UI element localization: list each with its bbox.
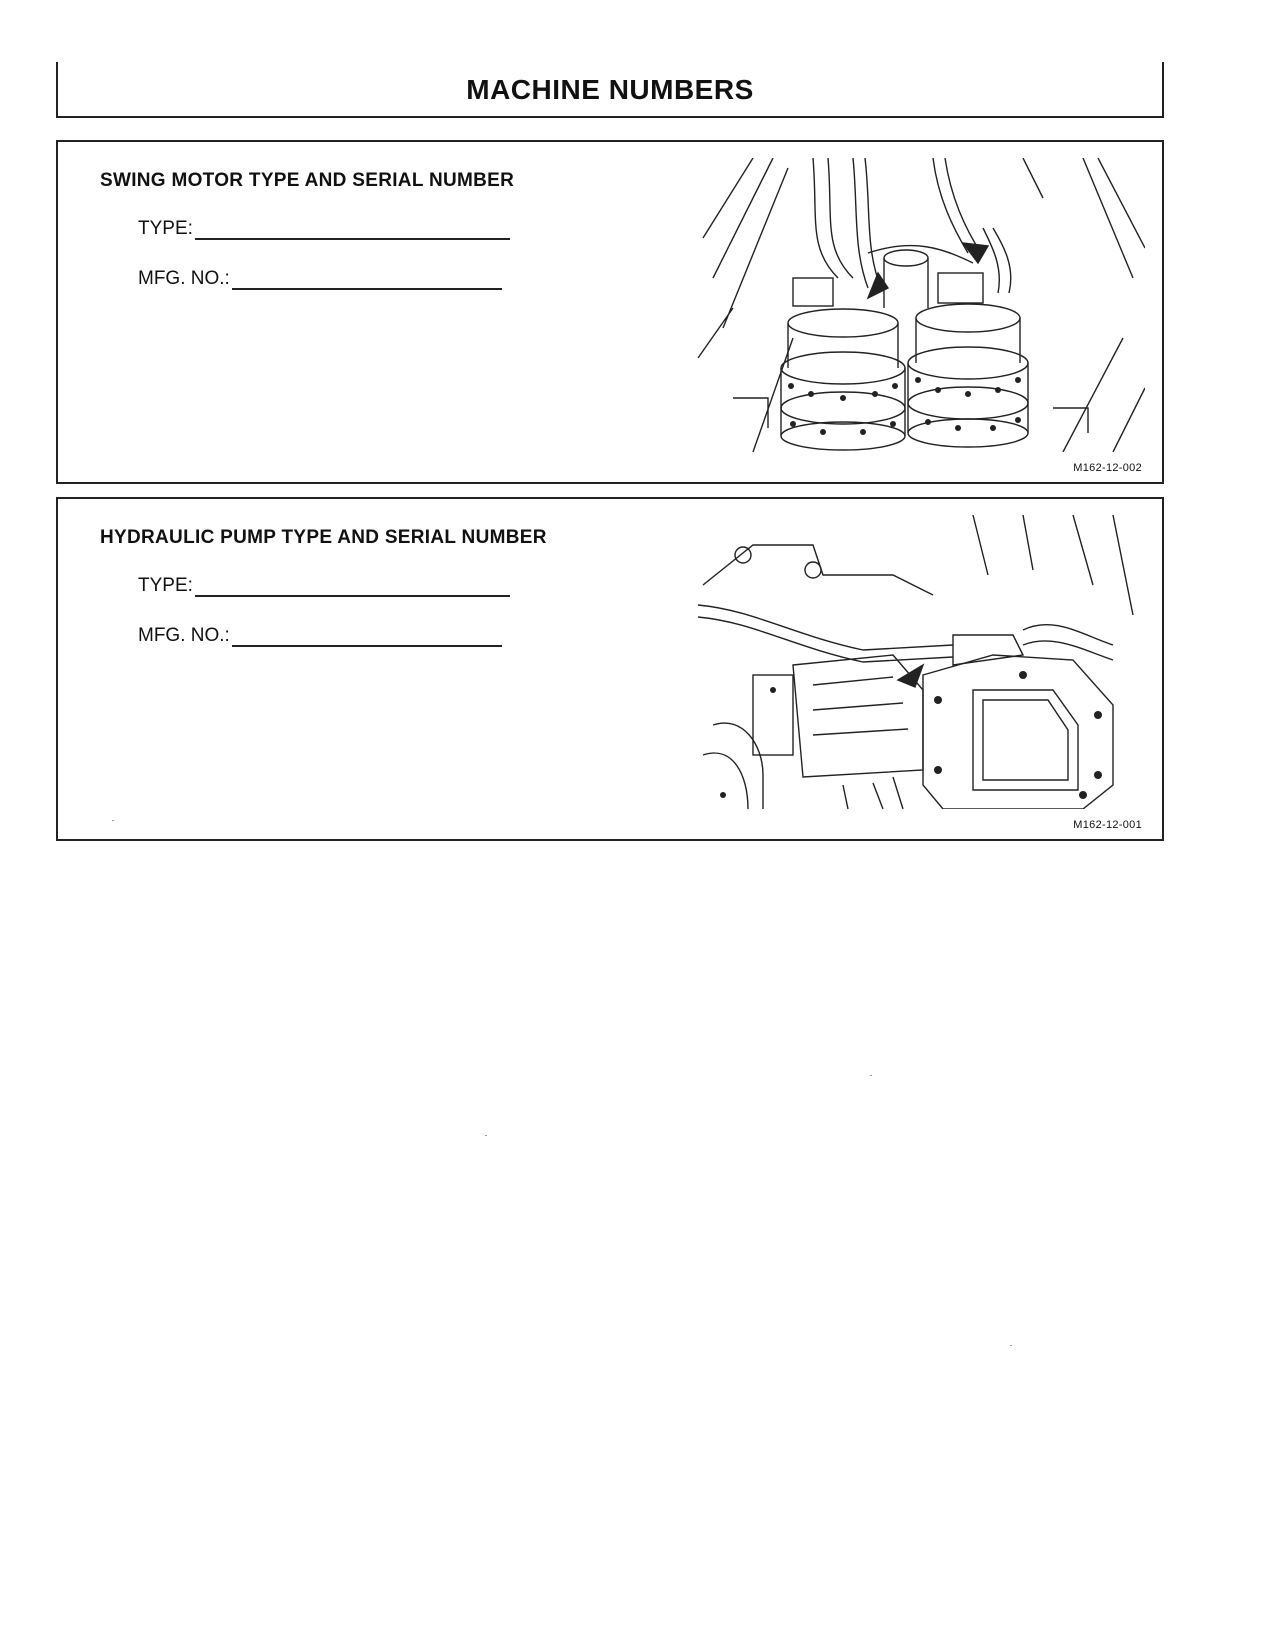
page-title: MACHINE NUMBERS <box>466 74 754 105</box>
type-label: TYPE: <box>138 218 193 239</box>
mfg-no-field-row <box>138 268 502 290</box>
scan-speck <box>112 820 114 821</box>
mfg-no-field[interactable] <box>232 270 502 290</box>
swing-motor-section <box>56 140 1164 484</box>
page-header <box>56 62 1164 118</box>
type-field-row <box>138 575 510 597</box>
type-field[interactable] <box>195 577 510 597</box>
hydraulic-pump-illustration <box>693 515 1145 809</box>
mfg-no-label: MFG. NO.: <box>138 268 230 289</box>
type-label: TYPE: <box>138 575 193 596</box>
mfg-no-label: MFG. NO.: <box>138 625 230 646</box>
section-heading: SWING MOTOR TYPE AND SERIAL NUMBER <box>100 170 515 191</box>
scan-speck <box>485 1135 487 1136</box>
scan-speck <box>870 1075 872 1076</box>
hydraulic-pump-section <box>56 497 1164 841</box>
figure-code: M162-12-001 <box>1073 819 1142 831</box>
scan-speck <box>1010 1345 1012 1346</box>
mfg-no-field-row <box>138 625 502 647</box>
mfg-no-field[interactable] <box>232 627 502 647</box>
figure-code: M162-12-002 <box>1073 462 1142 474</box>
section-heading: HYDRAULIC PUMP TYPE AND SERIAL NUMBER <box>100 527 547 548</box>
swing-motor-illustration <box>693 158 1145 452</box>
type-field-row <box>138 218 510 240</box>
type-field[interactable] <box>195 220 510 240</box>
